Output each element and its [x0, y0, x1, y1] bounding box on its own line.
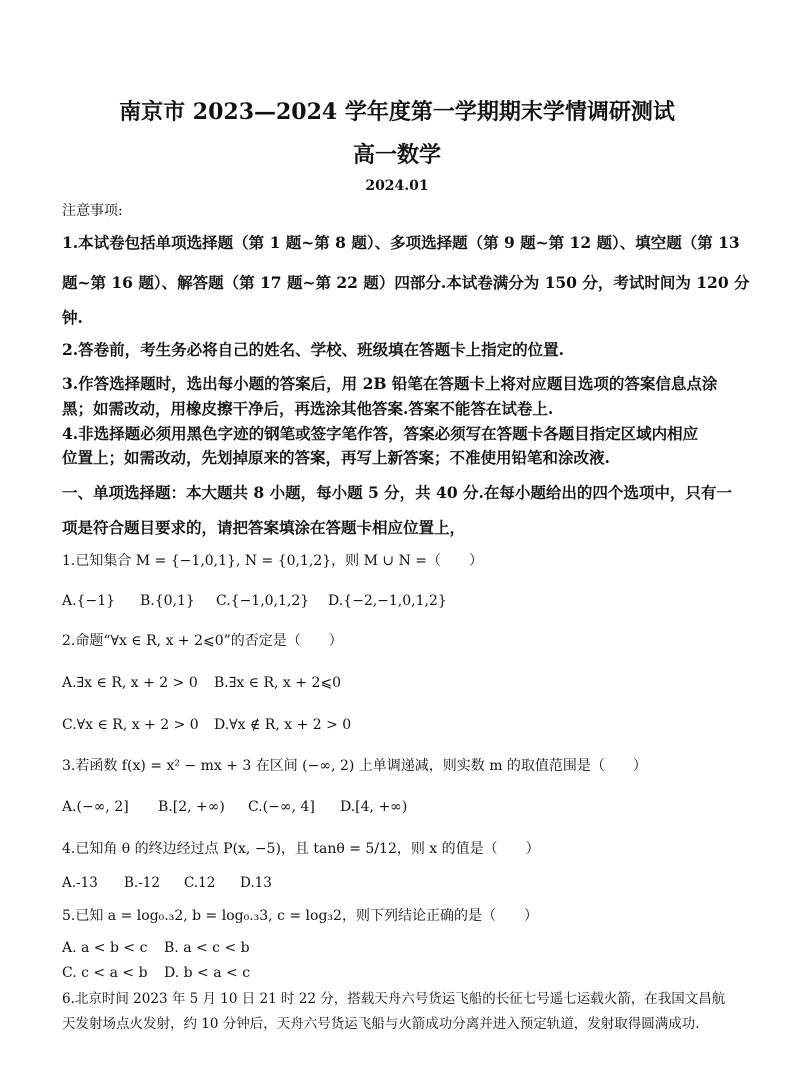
section-1-line-1: 一、单项选择题：本大题共 8 小题，每小题 5 分，共 40 分.在每小题给出的四个选项中，只有一 [62, 483, 732, 502]
question-3-option-c: C.(−∞, 4] [248, 799, 315, 815]
notice-item-4-line-1: 4.非选择题必须用黑色字迹的钢笔或签字笔作答，答案必须写在答题卡各题目指定区域内相应 [62, 424, 699, 443]
notice-item-3-line-2: 黑；如需改动，用橡皮擦干净后，再选涂其他答案.答案不能答在试卷上. [62, 399, 554, 418]
exam-subject: 高一数学 [352, 142, 441, 168]
question-1-option-a: A.{−1} [62, 593, 116, 609]
question-2-option-b: B.∃x ∈ R, x + 2⩽0 [214, 675, 342, 691]
question-4-option-d: D.13 [240, 875, 272, 891]
question-2-option-d: D.∀x ∉ R, x + 2 > 0 [214, 717, 352, 733]
question-5-option-b: B. a < c < b [164, 940, 250, 956]
notice-item-2: 2.答卷前，考生务必将自己的姓名、学校、班级填在答题卡上指定的位置. [62, 340, 565, 359]
notice-item-4-line-2: 位置上；如需改动，先划掉原来的答案，再写上新答案；不准使用铅笔和涂改液. [62, 448, 610, 467]
notice-item-1-line-2: 题~第 16 题）、解答题（第 17 题~第 22 题）四部分.本试卷满分为 150 分，考试时间为 120 分 [62, 273, 750, 292]
question-5-option-d: D. b < a < c [164, 965, 251, 981]
question-4-option-c: C.12 [184, 875, 216, 891]
question-6-stem-line-2: 天发射场点火发射，约 10 分钟后，天舟六号货运飞船与火箭成功分离并进入预定轨道，发射取得圆满成功. [62, 1016, 700, 1032]
question-3-option-b: B.[2, +∞) [158, 799, 225, 815]
question-1-option-b: B.{0,1} [140, 593, 195, 609]
question-2-option-c: C.∀x ∈ R, x + 2 > 0 [62, 717, 199, 733]
question-1-option-d: D.{−2,−1,0,1,2} [328, 593, 447, 609]
notice-item-1-line-3: 钟. [62, 308, 83, 327]
question-3-option-a: A.(−∞, 2] [62, 799, 129, 815]
question-1-stem: 1.已知集合 M = {−1,0,1}, N = {0,1,2}，则 M ∪ N =（ ） [62, 553, 484, 569]
question-4-option-a: A.-13 [62, 875, 98, 891]
question-1-option-c: C.{−1,0,1,2} [216, 593, 310, 609]
question-5-option-a: A. a < b < c [62, 940, 148, 956]
question-3-stem: 3.若函数 f(x) = x² − mx + 3 在区间 (−∞, 2) 上单调递减，则实数 m 的取值范围是（ ） [62, 758, 647, 774]
notice-item-1-line-1: 1.本试卷包括单项选择题（第 1 题~第 8 题）、多项选择题（第 9 题~第 12 题）、填空题（第 13 [62, 233, 740, 252]
exam-title: 南京市 2023—2024 学年度第一学期期末学情调研测试 [119, 99, 675, 125]
question-3-option-d: D.[4, +∞) [340, 799, 408, 815]
question-5-stem: 5.已知 a = log₀.₃2, b = log₀.₃3, c = log₃2，则下列结论正确的是（ ） [62, 908, 538, 924]
question-2-option-a: A.∃x ∈ R, x + 2 > 0 [62, 675, 198, 691]
section-1-line-2: 项是符合题目要求的，请把答案填涂在答题卡相应位置上， [62, 518, 466, 537]
question-4-option-b: B.-12 [124, 875, 160, 891]
exam-date: 2024.01 [365, 178, 429, 194]
question-5-option-c: C. c < a < b [62, 965, 148, 981]
question-6-stem-line-1: 6.北京时间 2023 年 5 月 10 日 21 时 22 分，搭载天舟六号货运飞船的长征七号遥七运载火箭，在我国文昌航 [62, 991, 726, 1007]
notice-heading: 注意事项: [62, 203, 123, 219]
question-2-stem: 2.命题“∀x ∈ R, x + 2⩽0”的否定是（ ） [62, 633, 343, 649]
question-4-stem: 4.已知角 θ 的终边经过点 P(x, −5)，且 tanθ = 5/12，则 x 的值是（ ） [62, 841, 540, 857]
notice-item-3-line-1: 3.作答选择题时，选出每小题的答案后，用 2B 铅笔在答题卡上将对应题目选项的答案信息点涂 [62, 374, 718, 393]
